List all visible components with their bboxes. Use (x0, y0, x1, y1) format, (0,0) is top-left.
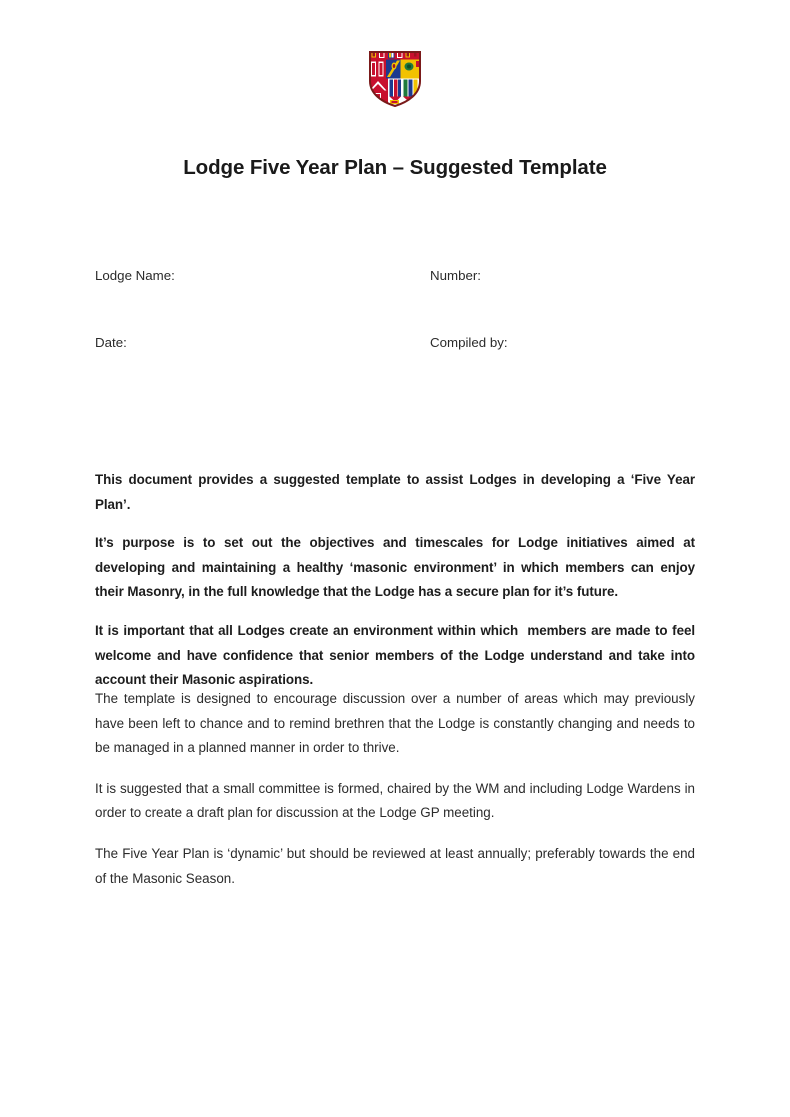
paragraph: It is suggested that a small committee is formed, chaired by the WM and including Lodge Wardens in order to create a draft plan for discussion at the Lodge GP meeting. (95, 780, 699, 821)
paragraph: The Five Year Plan is ‘dynamic’ but should be reviewed at least annually; preferably towards the end of the Masonic Season. (95, 845, 699, 886)
paragraph: It’s purpose is to set out the objectives and timescales for Lodge initiatives aimed at developing and maintaining a healthy ‘masonic environment’ in which members can enjoy their Masonry, in the full knowledge that the Lodge has a secure plan for it’s future. (95, 535, 699, 600)
guidance-section (95, 687, 699, 907)
page-title: Lodge Five Year Plan – Suggested Template (183, 156, 607, 179)
form-fields (95, 268, 695, 350)
form-row (95, 335, 695, 357)
lodge-name-label: Lodge Name: (95, 268, 175, 283)
date-label: Date: (95, 335, 127, 350)
paragraph: It is important that all Lodges create an environment within which members are made to feel welcome and have confidence that senior members of the Lodge understand and take into account their Masonic aspirations. (95, 622, 699, 688)
number-label: Number: (430, 268, 481, 283)
paragraph: This document provides a suggested template to assist Lodges in developing a ‘Five Year Plan’. (95, 472, 699, 512)
coat-of-arms-icon (368, 50, 422, 108)
paragraph: The template is designed to encourage discussion over a number of areas which may previously have been left to chance and to remind brethren that the Lodge is constantly changing and needs to be managed in a planned manner in order to thrive. (95, 691, 699, 756)
intro-bold-section (95, 468, 699, 693)
compiled-by-label: Compiled by: (430, 335, 508, 350)
crest-container (0, 50, 790, 108)
form-row (95, 268, 695, 290)
